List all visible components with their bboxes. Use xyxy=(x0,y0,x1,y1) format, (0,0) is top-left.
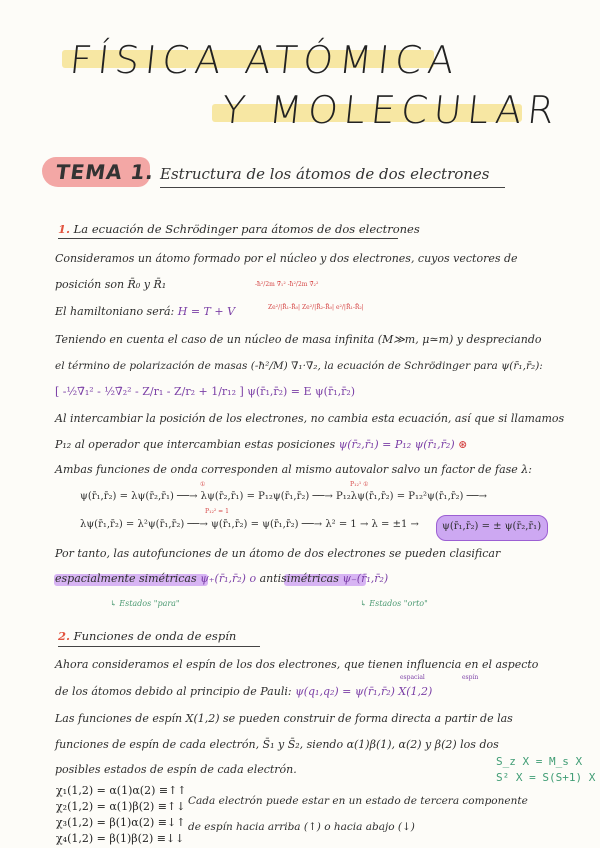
s2-line-2 xyxy=(55,685,432,698)
symmetric-label: espacialmente simétricas xyxy=(55,572,197,585)
s1-line-7: Al intercambiar la posición de los electrones, no cambia esta ecuación, así que si llamamos xyxy=(55,412,565,425)
s1-line-11: λψ(r̄₁,r̄₂) = λ²ψ(r̄₁,r̄₂) ──→ ψ(r̄₁,r̄₂) = ψ(r̄₁,r̄₂) ──→ λ² = 1 → λ = ±1 → xyxy=(80,519,419,530)
spatial-label: espacial xyxy=(400,674,425,681)
s1-line-3 xyxy=(55,305,235,318)
s1-line-10: ψ(r̄₁,r̄₂) = λψ(r̄₂,r̄₁) ──→ λψ(r̄₂,r̄₁) = P₁₂ψ(r̄₁,r̄₂) ──→ P₁₂λψ(r̄₁,r̄₂) = P₁₂²ψ(r̄₁,r̄₂) ──→ xyxy=(80,491,488,502)
side-text-2: de espín hacia arriba (↑) o hacia abajo (↓) xyxy=(188,821,415,833)
s1-tiny-note-kinetic: -ħ²/2m ∇̄₁² -ħ²/2m ∇̄₂² xyxy=(255,281,319,288)
antisymmetric-function: ψ₋(r̄₁,r̄₂) xyxy=(342,572,389,585)
note-orto-states: ↳ Estados "orto" xyxy=(360,599,428,608)
section-2-number: 2. xyxy=(58,629,71,643)
spin-state-4: χ₄(1,2) = β(1)β(2) ≡↓↓ xyxy=(56,832,185,845)
spin-eigen-sz: S_z X = M_s X xyxy=(496,755,583,768)
s1-line-2: posición son R̄₀ y R̄₁ xyxy=(55,278,167,291)
exchange-operator-formula: ψ(r̄₂,r̄₁) = P₁₂ ψ(r̄₁,r̄₂) xyxy=(338,438,455,451)
exchange-operator-mark: ⊛ xyxy=(458,438,468,451)
tema-label: TEMA 1. xyxy=(54,160,156,184)
symmetric-function: ψ₊(r̄₁,r̄₂) o xyxy=(200,572,257,585)
s2-line-4: funciones de espín de cada electrón, S̄₁ y S̄₂, siendo α(1)β(1), α(2) y β(2) los dos xyxy=(55,738,499,751)
pauli-formula: ψ(q₁,q₂) = ψ(r̄₁,r̄₂) X(1,2) xyxy=(295,685,433,698)
spin-state-3: χ₃(1,2) = β(1)α(2) ≡↓↑ xyxy=(56,816,186,829)
spin-state-2: χ₂(1,2) = α(1)β(2) ≡↑↓ xyxy=(56,800,186,813)
section-1-number: 1. xyxy=(58,222,71,236)
tema-underline xyxy=(160,187,505,188)
arrow-note-3: P₁₂² = 1 xyxy=(205,508,229,515)
s1-line-4: Teniendo en cuenta el caso de un núcleo de masa infinita (M≫m, μ≃m) y despreciando xyxy=(55,333,542,346)
spin-eigen-s2: S² X = S(S+1) X xyxy=(496,771,596,784)
s1-line-12: Por tanto, las autofunciones de un átomo de dos electrones se pueden clasificar xyxy=(55,547,501,560)
section-1-underline xyxy=(58,238,398,239)
page-title-line-2: Y MOLECULAR xyxy=(219,88,563,132)
hamiltonian-formula: H = T + V xyxy=(177,305,236,318)
spin-eigen-equations xyxy=(496,754,595,786)
antisymmetric-label: antisimétricas xyxy=(259,572,339,585)
s1-tiny-note-potential: Ze²/|R̄₁-R̄₀| Ze²/|R̄₂-R̄₀| e²/|R̄₁-R̄₂| xyxy=(268,304,364,311)
s2-line-1: Ahora consideramos el espín de los dos electrones, que tienen influencia en el aspecto xyxy=(55,658,539,671)
s1-line-5: el término de polarización de masas (-ħ²/M) ∇̄₁·∇̄₂, la ecuación de Schrödinger para ψ(r̄₁,r̄₂): xyxy=(55,360,543,372)
arrow-note-1: ① xyxy=(200,481,206,488)
side-text-1: Cada electrón puede estar en un estado de tercera componente xyxy=(188,795,528,807)
schrodinger-equation: [ -½∇̄₁² - ½∇̄₂² - Z/r₁ - Z/r₂ + 1/r₁₂ ] ψ(r̄₁,r̄₂) = E ψ(r̄₁,r̄₂) xyxy=(55,385,356,398)
arrow-note-2: P₁₂¹ ① xyxy=(350,481,369,488)
page-title-line-1: FÍSICA ATÓMICA xyxy=(67,38,463,82)
section-2-heading xyxy=(58,629,236,643)
spin-label: espín xyxy=(462,674,479,681)
exchange-operator-label: P₁₂ al operador que intercambian estas posiciones xyxy=(55,438,336,451)
section-2-underline xyxy=(58,646,260,647)
s1-line-13 xyxy=(55,572,388,585)
hamiltonian-label: El hamiltoniano será: xyxy=(55,305,175,318)
s2-line-3: Las funciones de espín X(1,2) se pueden construir de forma directa a partir de las xyxy=(55,712,513,725)
s2-line-5: posibles estados de espín de cada electrón. xyxy=(55,763,297,776)
s1-line-8 xyxy=(55,438,467,451)
pauli-text: de los átomos debido al principio de Pauli: xyxy=(55,685,292,698)
section-1-heading xyxy=(58,222,420,236)
s1-line-9: Ambas funciones de onda corresponden al mismo autovalor salvo un factor de fase λ: xyxy=(55,463,532,476)
s1-line-1: Consideramos un átomo formado por el núcleo y dos electrones, cuyos vectores de xyxy=(55,252,518,265)
section-1-title: La ecuación de Schrödinger para átomos de dos electrones xyxy=(73,222,420,236)
section-2-title: Funciones de onda de espín xyxy=(73,629,237,643)
note-para-states: ↳ Estados "para" xyxy=(110,599,180,608)
spin-state-1: χ₁(1,2) = α(1)α(2) ≡↑↑ xyxy=(56,784,187,797)
result-bubble-text: ψ(r̄₁,r̄₂) = ± ψ(r̄₂,r̄₁) xyxy=(442,521,542,532)
tema-subtitle: Estructura de los átomos de dos electrones xyxy=(160,165,490,183)
